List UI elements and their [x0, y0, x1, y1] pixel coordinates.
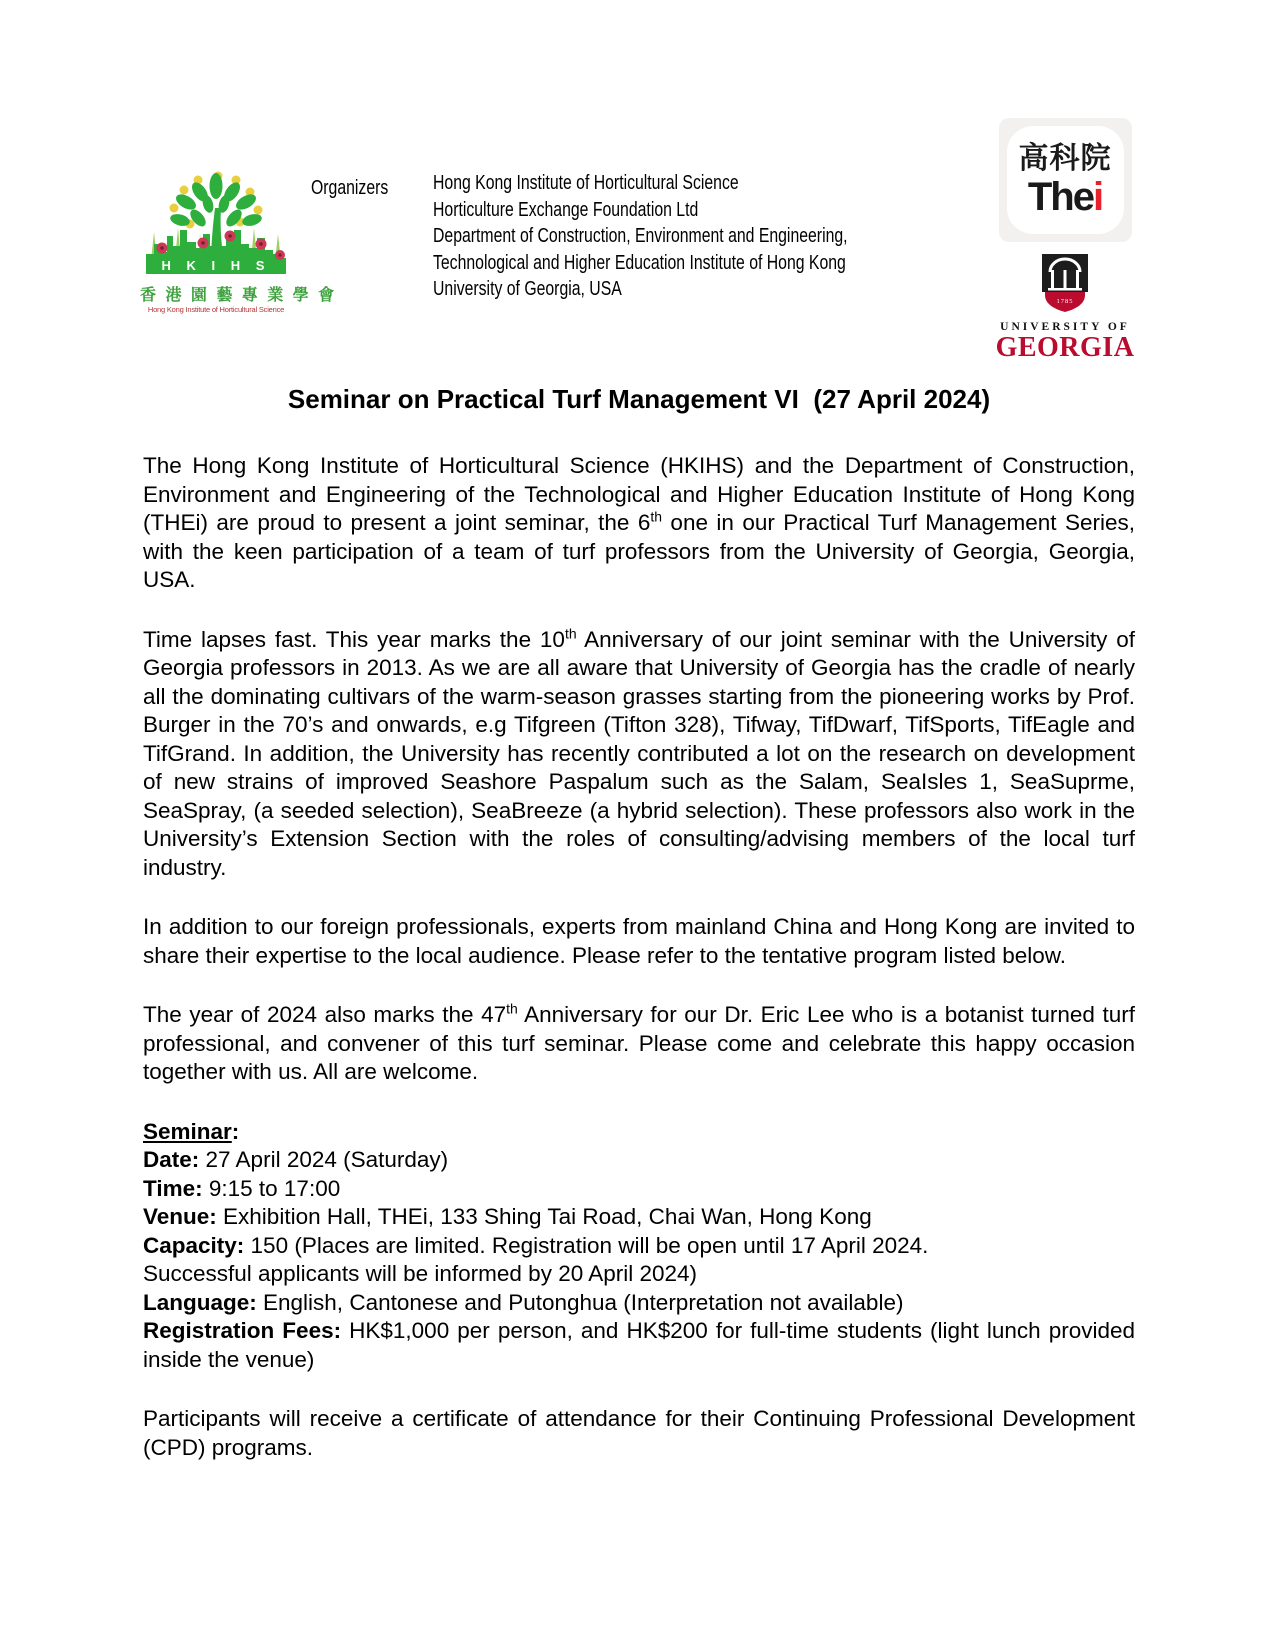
organizer-item: Department of Construction, Environment and Engineering,	[433, 225, 848, 247]
uga-year: 1785	[1056, 298, 1074, 305]
paragraph-text: The Hong Kong Institute of Horticultural Science (HKIHS) and the Department of Construction, Environment and Engineering of the Technological and Higher Education Institute of Hong Kong (THEi) are proud to present a joint seminar, the 6	[143, 453, 1135, 535]
organizer-item: Horticulture Exchange Foundation Ltd	[433, 198, 699, 221]
organizers-list	[433, 170, 848, 303]
thei-logo-inner	[1007, 126, 1124, 234]
thei-i: i	[1093, 175, 1103, 219]
hkihs-chinese-name: 香 港 園 藝 專 業 學 會	[140, 287, 337, 304]
organizer-item: University of Georgia, USA	[433, 278, 622, 300]
organizer-item: Technological and Higher Education Institute of Hong Kong	[433, 251, 846, 274]
paragraph-text: Anniversary for our Dr. Eric Lee who is a botanist turned turf professional, and convener of this turf seminar. Please come and celebrate this happy occasion together with us. All are welcome.	[143, 1002, 1135, 1084]
detail-value: 9:15 to 17:00	[202, 1175, 341, 1201]
thei-chinese-text: 高科院	[1018, 142, 1112, 175]
paragraph-text: Anniversary of our joint seminar with the University of Georgia professors in 2013. As we are all aware that University of Georgia has the cradle of nearly all the dominating cultivars of the warm-season grasses starting from the pioneering works by Prof. Burger in the 70’s and onwards, e.g Tifgreen (Tifton 328), Tifway, TifDwarf, TifSports, TifEagle and TifGrand. In addition, the University has recently contributed a lot on the research on development of new strains of improved Seashore Paspalum such as the Salam, SeaIsles 1, SeaSuprme, SeaSpray, (a seeded selection), SeaBreeze (a hybrid selection). These professors also work in the University’s Extension Section with the roles of consulting/advising members of the local turf industry.	[143, 626, 1135, 880]
detail-row-capacity	[143, 1232, 1135, 1289]
detail-value: 27 April 2024 (Saturday)	[199, 1147, 449, 1172]
paragraph-text: Time lapses fast. This year marks the 10	[143, 626, 565, 652]
document-body	[143, 384, 1135, 1462]
paragraph-text: The year of 2024 also marks the 47	[143, 1002, 507, 1027]
thei-latin-text	[1028, 176, 1102, 218]
thei-the: The	[1027, 175, 1093, 219]
uga-university-of: UNIVERSITY OF	[1000, 321, 1130, 333]
paragraph-anniversary	[143, 626, 1135, 883]
seminar-heading	[143, 1118, 1135, 1147]
seminar-heading-colon: :	[231, 1118, 240, 1144]
detail-value: English, Cantonese and Putonghua (Interpretation not available)	[256, 1289, 904, 1315]
uga-arch-icon	[1042, 254, 1088, 312]
detail-value: 150 (Places are limited. Registration will be open until 17 April 2024.	[244, 1232, 929, 1258]
hkihs-acronym: H K I H S	[161, 258, 271, 273]
hkihs-tree-icon	[140, 170, 292, 282]
ordinal-superscript: th	[506, 1000, 518, 1017]
paragraph-experts: In addition to our foreign professionals, experts from mainland China and Hong Kong are invited to share their expertise to the local audience. Please refer to the tentative program listed below.	[143, 914, 1135, 968]
organizer-item: Hong Kong Institute of Horticultural Science	[433, 172, 739, 194]
page-title: Seminar on Practical Turf Management VI (27 April 2024)	[287, 384, 991, 414]
detail-row-venue	[143, 1203, 1135, 1232]
seminar-details	[143, 1118, 1135, 1375]
detail-label: Language:	[143, 1289, 257, 1315]
hkihs-logo	[140, 170, 337, 315]
paragraph-cpd: Participants will receive a certificate of attendance for their Continuing Professional Development (CPD) programs.	[143, 1406, 1135, 1460]
partner-logos	[990, 118, 1140, 363]
detail-row-registration-fees	[143, 1317, 1135, 1374]
ordinal-superscript: th	[650, 508, 662, 525]
detail-value-continued: Successful applicants will be informed by 20 April 2024)	[143, 1261, 698, 1286]
detail-row-time	[143, 1175, 1135, 1204]
thei-logo	[999, 118, 1132, 242]
organizers-label: Organizers	[311, 177, 389, 199]
ordinal-superscript: th	[564, 625, 577, 641]
detail-label: Venue:	[143, 1204, 217, 1229]
detail-row-date	[143, 1146, 1135, 1175]
detail-row-language	[143, 1289, 1135, 1318]
detail-label: Capacity:	[143, 1232, 245, 1258]
hkihs-english-name: Hong Kong Institute of Horticultural Science	[147, 305, 285, 314]
paragraph-eric-lee	[143, 1001, 1135, 1087]
detail-label: Time:	[143, 1175, 203, 1201]
detail-label: Date:	[143, 1147, 200, 1172]
paragraph-text: one in our Practical Turf Management Series, with the keen participation of a team of turf professors from the University of Georgia, Georgia, USA.	[143, 510, 1135, 592]
uga-georgia: GEORGIA	[995, 332, 1135, 363]
paragraph-intro	[143, 452, 1135, 595]
uga-logo	[990, 254, 1140, 363]
detail-value: Exhibition Hall, THEi, 133 Shing Tai Road, Chai Wan, Hong Kong	[216, 1204, 872, 1229]
detail-value: HK$1,000 per person, and HK$200 for full-time students (light lunch provided inside the venue)	[143, 1318, 1135, 1372]
detail-label: Registration Fees:	[143, 1318, 342, 1343]
seminar-heading-label: Seminar	[143, 1118, 232, 1144]
